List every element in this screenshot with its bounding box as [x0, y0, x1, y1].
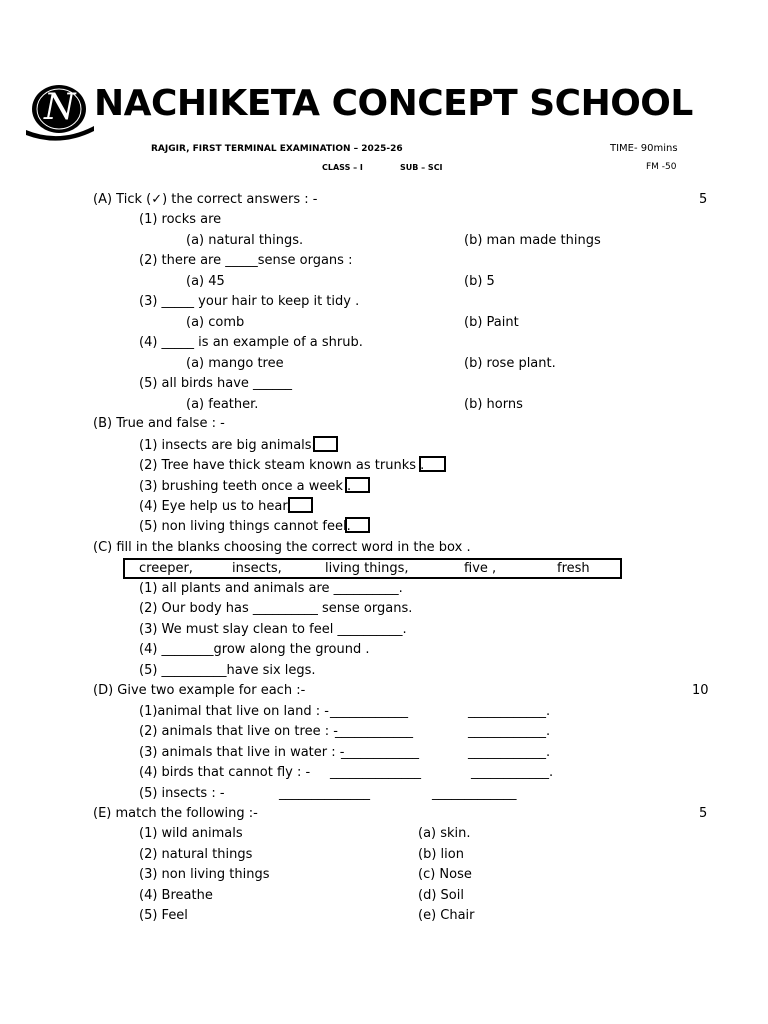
example-blank-5b: _____________	[432, 786, 517, 801]
option-a1-b: (b) man made things	[464, 233, 601, 248]
example-blank-2b: ____________.	[468, 724, 551, 739]
option-a2-a: (a) 45	[186, 274, 225, 289]
true-false-item-1: (1) insects are big animals.	[139, 438, 316, 453]
answer-box-4[interactable]	[288, 497, 313, 513]
example-blank-1b: ____________.	[468, 704, 551, 719]
option-a5-a: (a) feather.	[186, 397, 259, 412]
match-left-5: (5) Feel	[139, 908, 188, 923]
question-a3: (3) _____ your hair to keep it tidy .	[139, 294, 360, 309]
match-left-1: (1) wild animals	[139, 826, 243, 841]
match-right-1: (a) skin.	[418, 826, 471, 841]
answer-box-5[interactable]	[345, 517, 370, 533]
logo-letter: N	[44, 87, 76, 128]
school-logo	[24, 84, 96, 142]
section-b-heading: (B) True and false : -	[93, 416, 225, 431]
option-a1-a: (a) natural things.	[186, 233, 304, 248]
true-false-item-2: (2) Tree have thick steam known as trunks .	[139, 458, 425, 473]
answer-box-1[interactable]	[313, 436, 338, 452]
example-question-5: (5) insects : -	[139, 786, 225, 801]
section-d-heading: (D) Give two example for each :-	[93, 683, 306, 698]
example-question-1: (1)animal that live on land : -	[139, 704, 329, 719]
fill-blank-1: (1) all plants and animals are __________.	[139, 581, 403, 596]
question-a5: (5) all birds have ______	[139, 376, 293, 391]
example-blank-2a: ____________	[335, 724, 413, 739]
match-left-3: (3) non living things	[139, 867, 270, 882]
question-a4: (4) _____ is an example of a shrub.	[139, 335, 363, 350]
question-a2: (2) there are _____sense organs :	[139, 253, 353, 268]
example-question-2: (2) animals that live on tree : -	[139, 724, 338, 739]
example-blank-3a: ____________	[341, 745, 419, 760]
example-blank-5a: ______________	[279, 786, 370, 801]
section-a-heading: (A) Tick (✓) the correct answers : -	[93, 192, 318, 207]
section-d-marks: 10	[692, 683, 709, 698]
fill-blank-5: (5) __________have six legs.	[139, 663, 316, 678]
section-a-marks: 5	[699, 192, 708, 207]
class-label: CLASS – I	[322, 163, 363, 172]
true-false-item-5: (5) non living things cannot feel.	[139, 519, 351, 534]
match-right-3: (c) Nose	[418, 867, 472, 882]
word-5: fresh	[557, 561, 590, 576]
option-a5-b: (b) horns	[464, 397, 523, 412]
exam-time: TIME- 90mins	[610, 143, 678, 154]
section-c-heading: (C) fill in the blanks choosing the correct word in the box .	[93, 540, 471, 555]
section-e-marks: 5	[699, 806, 708, 821]
school-name: NACHIKETA CONCEPT SCHOOL	[94, 83, 693, 124]
true-false-item-3: (3) brushing teeth once a week .	[139, 479, 352, 494]
word-2: insects,	[232, 561, 282, 576]
word-4: five ,	[464, 561, 497, 576]
true-false-item-4: (4) Eye help us to hear.	[139, 499, 291, 514]
match-right-5: (e) Chair	[418, 908, 475, 923]
subject-label: SUB – SCI	[400, 163, 443, 172]
option-a3-a: (a) comb	[186, 315, 245, 330]
match-left-4: (4) Breathe	[139, 888, 213, 903]
example-blank-4a: ______________	[330, 765, 421, 780]
example-blank-3b: ____________.	[468, 745, 551, 760]
answer-box-3[interactable]	[345, 477, 370, 493]
match-right-4: (d) Soil	[418, 888, 464, 903]
option-a2-b: (b) 5	[464, 274, 495, 289]
option-a3-b: (b) Paint	[464, 315, 519, 330]
example-question-4: (4) birds that cannot fly : -	[139, 765, 311, 780]
example-blank-4b: ____________.	[471, 765, 554, 780]
match-left-2: (2) natural things	[139, 847, 253, 862]
fill-blank-2: (2) Our body has __________ sense organs.	[139, 601, 413, 616]
exam-line: RAJGIR, FIRST TERMINAL EXAMINATION – 2025-26	[151, 144, 403, 154]
answer-box-2[interactable]	[419, 456, 446, 472]
example-blank-1a: ____________	[330, 704, 408, 719]
word-3: living things,	[325, 561, 409, 576]
word-1: creeper,	[139, 561, 193, 576]
section-e-heading: (E) match the following :-	[93, 806, 258, 821]
question-a1: (1) rocks are	[139, 212, 222, 227]
match-right-2: (b) lion	[418, 847, 464, 862]
fill-blank-4: (4) ________grow along the ground .	[139, 642, 370, 657]
full-marks: FM -50	[646, 162, 677, 172]
example-question-3: (3) animals that live in water : -	[139, 745, 345, 760]
option-a4-b: (b) rose plant.	[464, 356, 556, 371]
option-a4-a: (a) mango tree	[186, 356, 284, 371]
fill-blank-3: (3) We must slay clean to feel __________.	[139, 622, 407, 637]
